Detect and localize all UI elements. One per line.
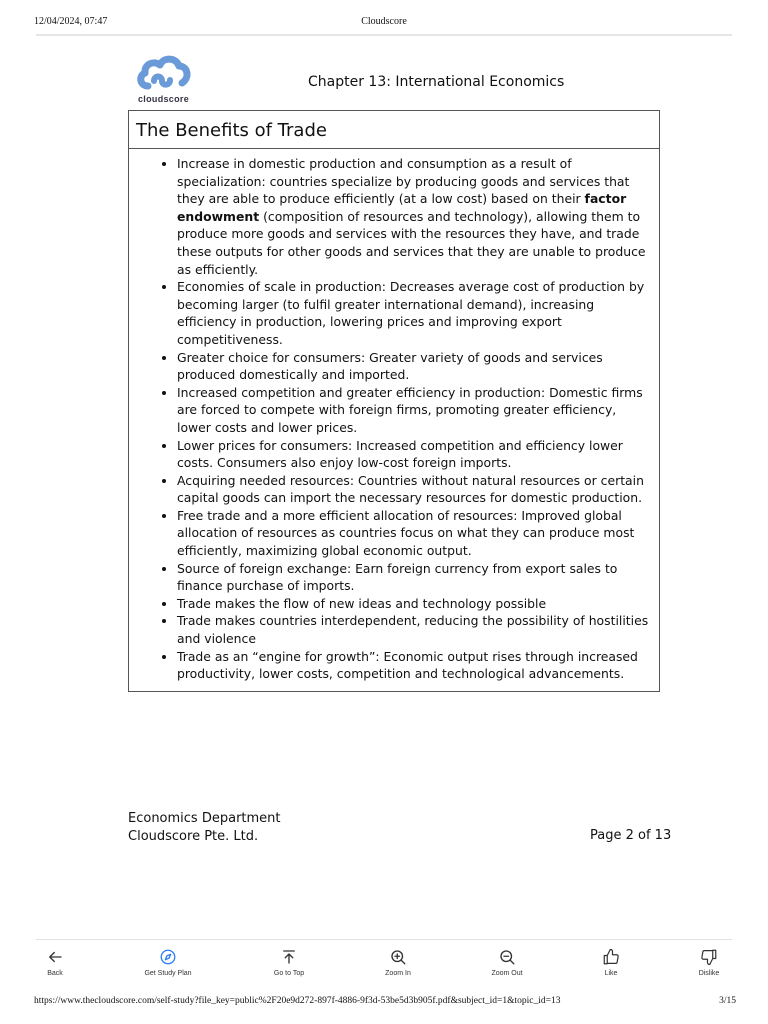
benefit-list-item	[177, 278, 653, 348]
zoom-out-button[interactable]	[467, 948, 547, 977]
benefit-list-item	[177, 349, 653, 384]
benefit-text: Increase in domestic production and consumption as a result of specialization: countries specialize by producing goods and services that they are able to produce efficiently (at a low cost) based on their	[177, 156, 630, 207]
dislike-button[interactable]	[669, 948, 749, 977]
benefit-text: Trade as an “engine for growth”: Economic output rises through increased productivity, lower costs, competition and technological advancements.	[177, 648, 638, 682]
zoom-out-icon	[498, 948, 516, 966]
footer-department: Economics Department	[128, 811, 281, 826]
benefit-list-item	[177, 560, 653, 595]
benefit-text: Trade makes countries interdependent, reducing the possibility of hostilities and violence	[177, 613, 649, 647]
compass-icon	[159, 948, 177, 966]
back-label: Back	[47, 970, 63, 977]
print-title: Cloudscore	[361, 16, 407, 27]
viewer-top-divider	[36, 34, 732, 36]
benefit-list-item	[177, 648, 653, 683]
bottom-toolbar	[36, 939, 732, 986]
print-date: 12/04/2024, 07:47	[34, 16, 108, 27]
benefit-list-item	[177, 612, 653, 647]
benefits-list	[129, 149, 659, 683]
section-title: The Benefits of Trade	[129, 111, 659, 149]
benefit-list-item	[177, 595, 653, 613]
benefit-text: Free trade and a more efficient allocation of resources: Improved global allocation of resources as countries focus on what they can produce most efficiently, maximizing global economic output.	[177, 507, 635, 559]
benefit-list-item	[177, 472, 653, 507]
benefit-text: Lower prices for consumers: Increased competition and efficiency lower costs. Consumers also enjoy low-cost foreign imports.	[177, 437, 623, 471]
benefit-text: (composition of resources and technology), allowing them to produce more goods and services with the resources they have, and trade these outputs for other goods and services that they are unable to produce as efficiently.	[177, 208, 646, 277]
like-button[interactable]	[571, 948, 651, 977]
print-url: https://www.thecloudscore.com/self-study?file_key=public%2F20e9d272-897f-4886-9f3d-53be5d3b905f.pdf&subject_id=1&topic_id=13	[34, 996, 561, 1006]
benefit-text: Acquiring needed resources: Countries without natural resources or certain capital goods can import the necessary resources for domestic production.	[177, 472, 644, 506]
benefit-list-item	[177, 437, 653, 472]
back-button[interactable]	[15, 948, 95, 977]
document-footer	[128, 810, 281, 846]
zoom-in-button[interactable]	[358, 948, 438, 977]
arrow-left-icon	[46, 948, 64, 966]
thumbs-down-icon	[700, 948, 718, 966]
arrow-up-to-line-icon	[280, 948, 298, 966]
like-label: Like	[604, 970, 618, 977]
zoom-out-label: Zoom Out	[491, 970, 523, 977]
benefit-text: Greater choice for consumers: Greater variety of goods and services produced domestically and imported.	[177, 349, 603, 383]
get-study-plan-label: Get Study Plan	[144, 970, 192, 977]
chapter-title: Chapter 13: International Economics	[308, 74, 565, 90]
benefit-text: Source of foreign exchange: Earn foreign currency from export sales to finance purchase of imports.	[177, 560, 618, 594]
benefit-text: Trade makes the flow of new ideas and technology possible	[177, 595, 547, 611]
footer-company: Cloudscore Pte. Ltd.	[128, 829, 259, 844]
logo-wordmark: cloudscore	[138, 94, 190, 104]
go-to-top-label: Go to Top	[273, 970, 305, 977]
benefits-of-trade-box	[128, 110, 660, 692]
go-to-top-button[interactable]	[249, 948, 329, 977]
benefit-bold-term: factor endowment	[177, 191, 627, 224]
thumbs-up-icon	[602, 948, 620, 966]
benefit-text: Economies of scale in production: Decreases average cost of production by becoming larger (to fulfil greater international demand), increasing efficiency in production, lowering prices and improving export competitiveness.	[177, 279, 645, 347]
print-header	[0, 0, 768, 30]
zoom-in-label: Zoom In	[385, 970, 411, 977]
zoom-in-icon	[389, 948, 407, 966]
print-page-count: 3/15	[719, 996, 736, 1006]
benefit-text: Increased competition and greater efficiency in production: Domestic firms are forced to compete with foreign firms, promoting greater efficiency, lower costs and lower prices.	[177, 384, 643, 435]
benefit-list-item	[177, 155, 653, 278]
get-study-plan-button[interactable]	[128, 948, 208, 977]
benefit-list-item	[177, 384, 653, 437]
page-number: Page 2 of 13	[590, 828, 672, 843]
benefit-list-item	[177, 507, 653, 560]
print-footer	[0, 994, 768, 1014]
dislike-label: Dislike	[698, 970, 720, 977]
